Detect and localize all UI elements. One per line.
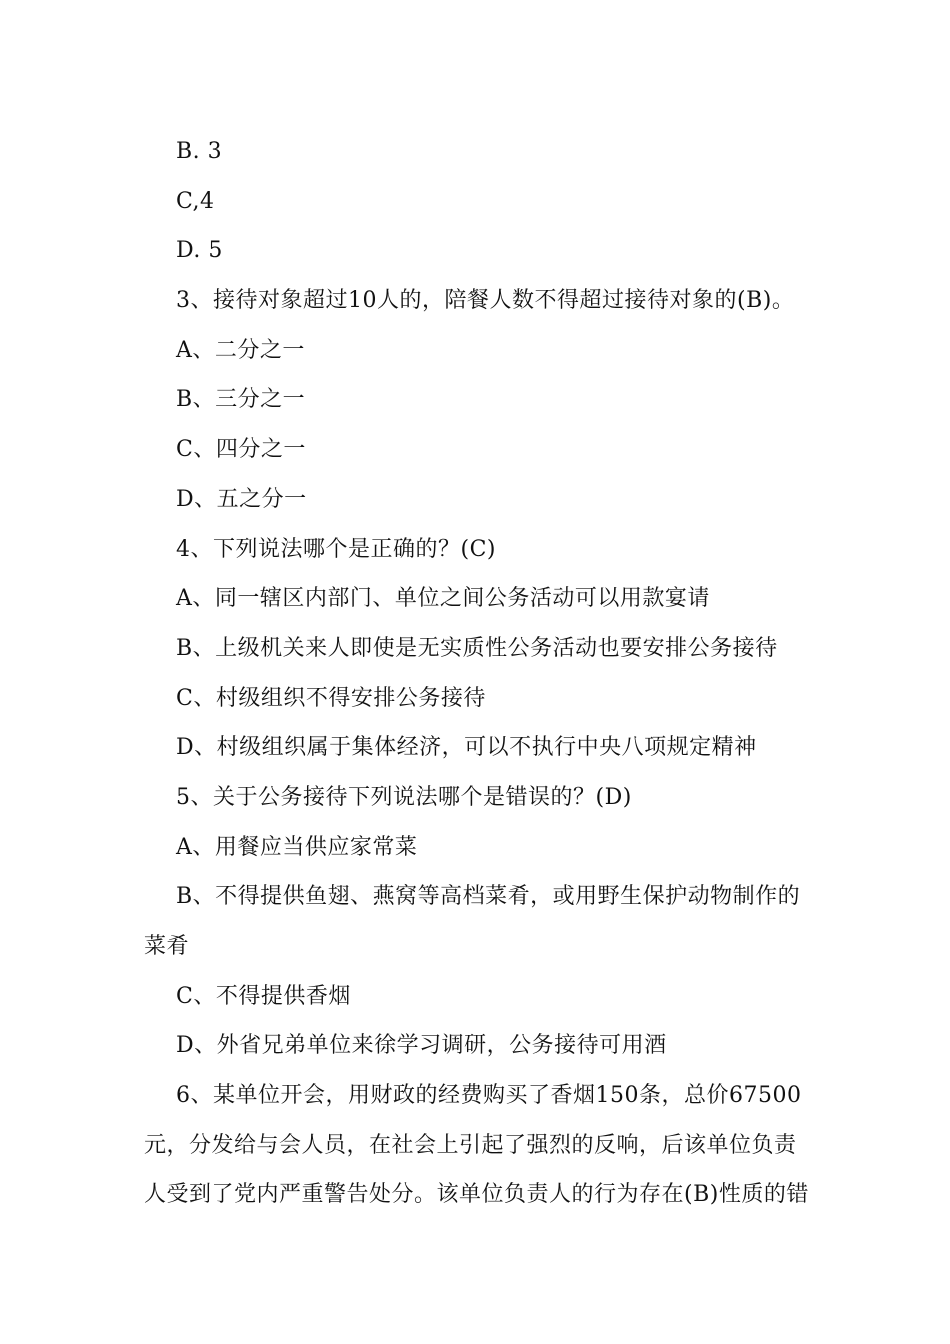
option-d-q4: D、村级组织属于集体经济，可以不执行中央八项规定精神	[176, 735, 757, 760]
option-b-q4: B、上级机关来人即使是无实质性公务活动也要安排公务接待	[176, 636, 778, 661]
question-6: 6、某单位开会，用财政的经费购买了香烟150条，总价67500	[176, 1083, 802, 1108]
question-3: 3、接待对象超过10人的，陪餐人数不得超过接待对象的(B)。	[176, 288, 795, 313]
option-c-q3: C、四分之一	[176, 437, 306, 462]
option-a-q3: A、二分之一	[176, 338, 305, 363]
option-c-q5: C、不得提供香烟	[176, 984, 351, 1009]
question-4: 4、下列说法哪个是正确的？(C)	[176, 537, 496, 562]
option-b-q2: B. 3	[176, 139, 223, 164]
question-5: 5、关于公务接待下列说法哪个是错误的？(D)	[176, 785, 632, 810]
option-d-q5: D、外省兄弟单位来徐学习调研，公务接待可用酒	[176, 1033, 667, 1058]
option-b-q5: B、不得提供鱼翅、燕窝等高档菜肴，或用野生保护动物制作的	[176, 884, 801, 909]
question-6-line-3: 人受到了党内严重警告处分。该单位负责人的行为存在(B)性质的错	[144, 1182, 809, 1207]
option-b-q5-continued: 菜肴	[144, 934, 190, 959]
option-a-q5: A、用餐应当供应家常菜	[176, 835, 418, 860]
question-6-line-2: 元，分发给与会人员，在社会上引起了强烈的反响，后该单位负责	[144, 1133, 797, 1158]
option-d-q2: D. 5	[176, 238, 223, 263]
option-b-q3: B、三分之一	[176, 387, 306, 412]
option-c-q2: C,4	[176, 189, 215, 214]
option-a-q4: A、同一辖区内部门、单位之间公务活动可以用款宴请	[176, 586, 710, 611]
option-c-q4: C、村级组织不得安排公务接待	[176, 686, 486, 711]
option-d-q3: D、五之分一	[176, 487, 307, 512]
